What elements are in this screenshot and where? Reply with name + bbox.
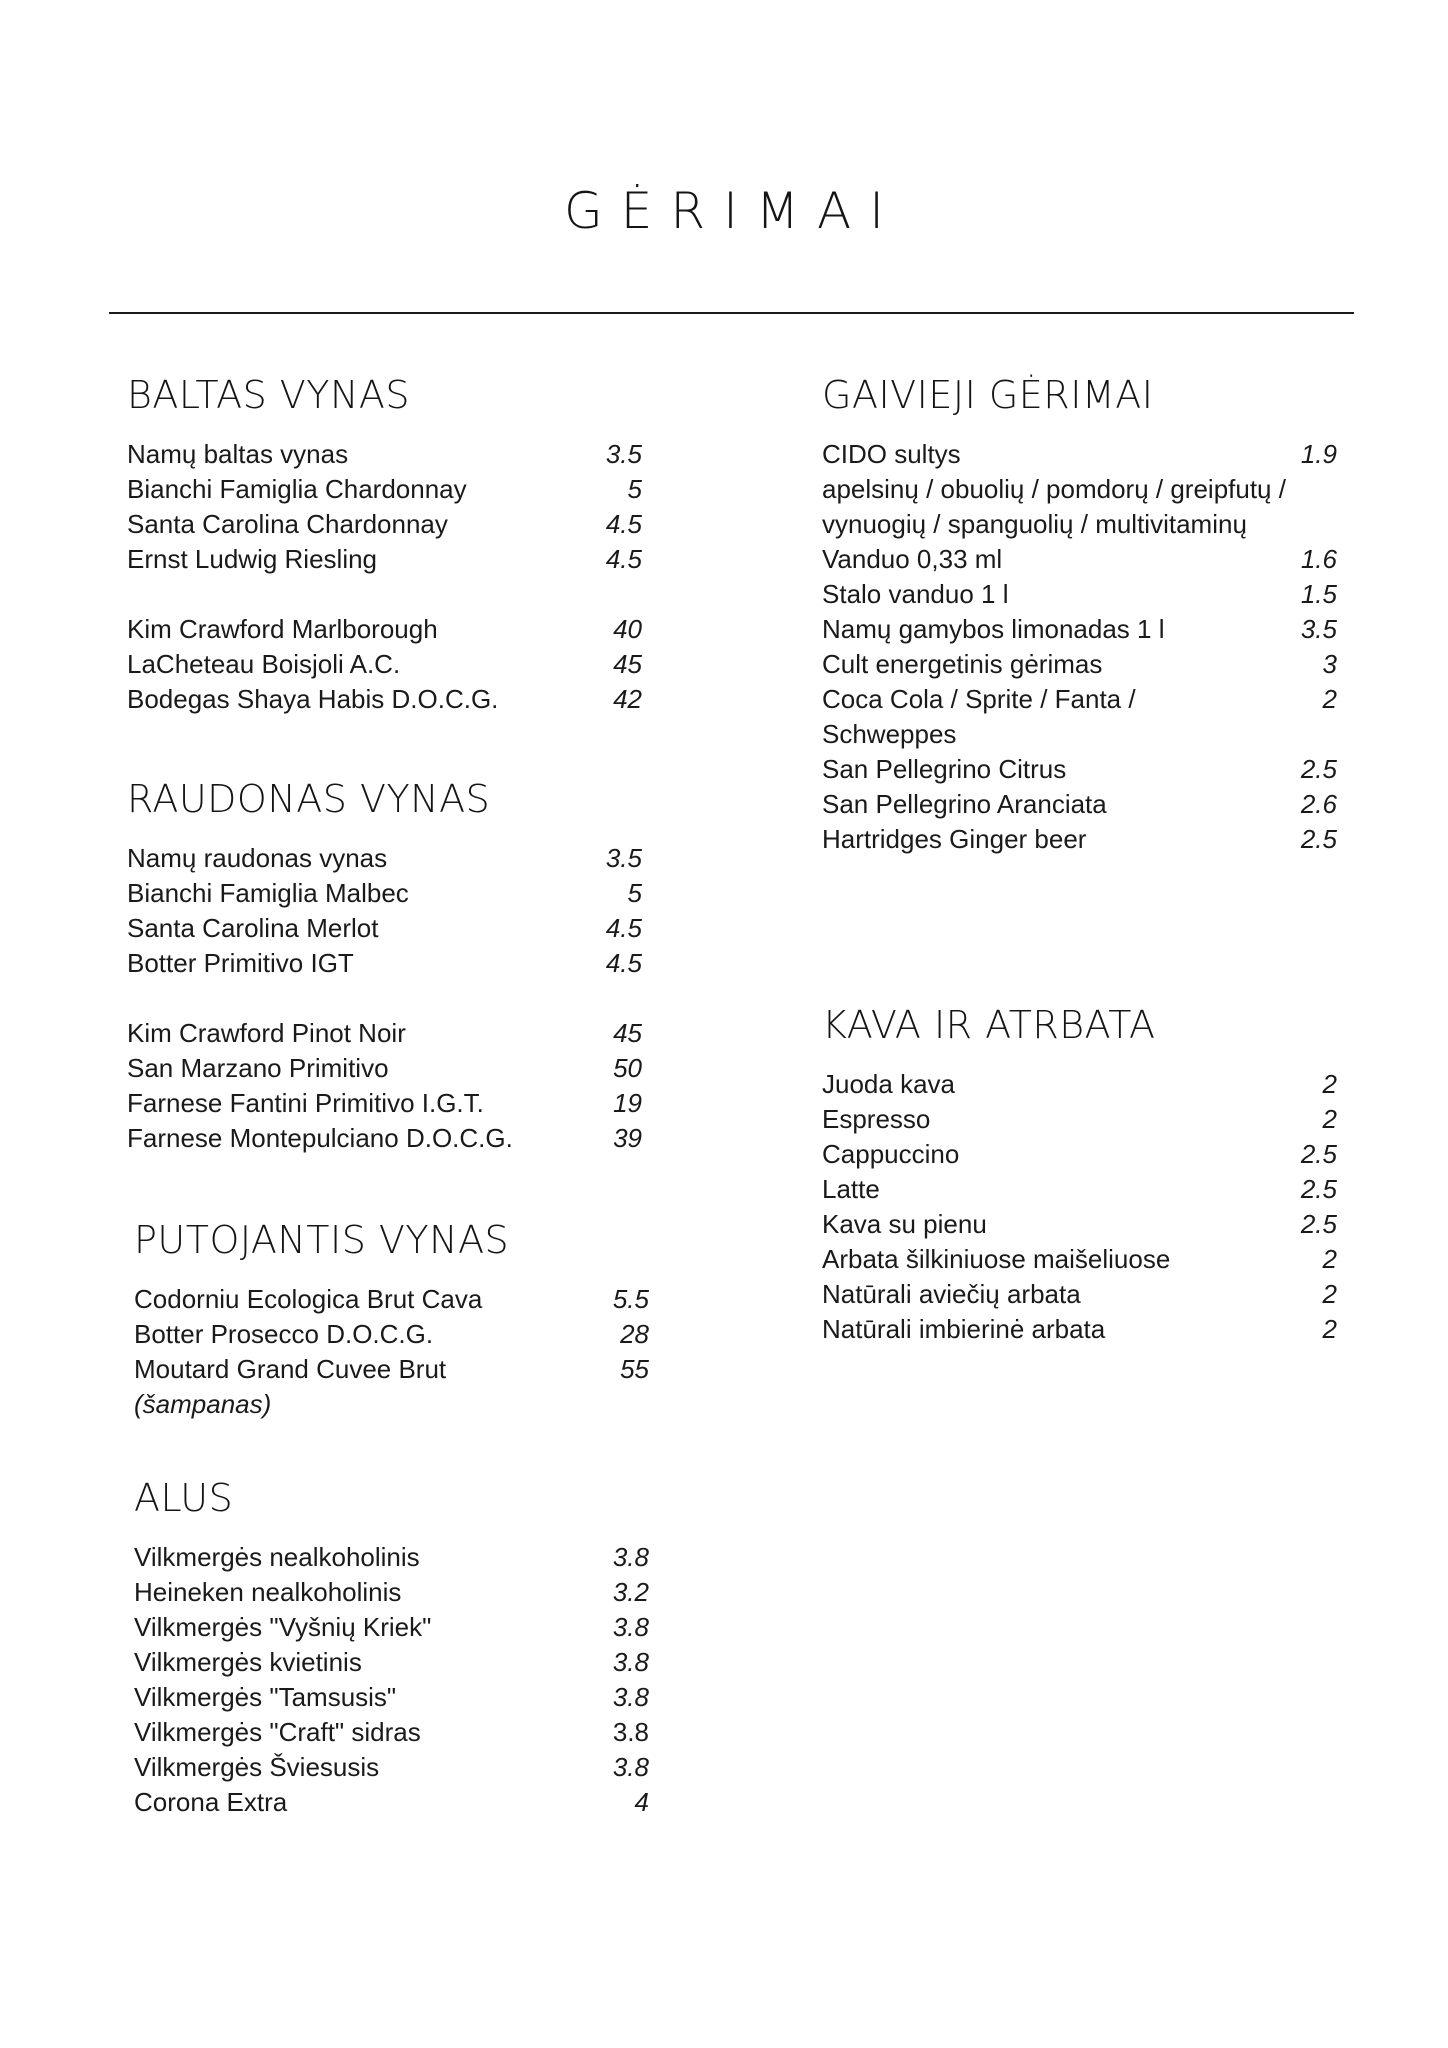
section-putojantis-vynas	[134, 1218, 649, 1422]
item-name: Namų raudonas vynas	[127, 843, 388, 873]
item-name: Namų baltas vynas	[127, 439, 349, 469]
menu-item	[822, 1242, 1337, 1277]
menu-item	[127, 437, 642, 472]
menu-item	[822, 682, 1337, 752]
section-baltas-vynas	[127, 373, 642, 717]
section-gaivieji-gerimai	[822, 373, 1337, 857]
item-price: 55	[620, 1354, 649, 1384]
item-price: 2	[1322, 1244, 1337, 1274]
item-price: 1.6	[1300, 544, 1337, 574]
item-price: 3.5	[605, 439, 642, 469]
item-name: Bianchi Famiglia Malbec	[127, 878, 409, 908]
item-name: Vilkmergės "Craft" sidras	[134, 1717, 421, 1747]
section-kava-ir-arbata	[822, 1003, 1337, 1347]
menu-item	[127, 542, 642, 577]
item-price: 2	[1322, 684, 1337, 714]
menu-item	[822, 1067, 1337, 1102]
item-note: (šampanas)	[134, 1389, 272, 1419]
item-name: LaCheteau Boisjoli A.C.	[127, 649, 401, 679]
item-price: 3.8	[612, 1542, 649, 1572]
menu-item	[822, 822, 1337, 857]
item-flavors: apelsinų / obuolių / pomdorų / greipfutų / vynuogių / spanguolių / multivitaminų	[822, 474, 1286, 539]
menu-item	[822, 1207, 1337, 1242]
menu-item	[134, 1680, 649, 1715]
item-price: 4.5	[605, 509, 642, 539]
menu-item	[134, 1785, 649, 1820]
item-price: 1.5	[1300, 579, 1337, 609]
item-price: 3.8	[612, 1612, 649, 1642]
menu-item	[134, 1352, 649, 1387]
menu-item	[822, 577, 1337, 612]
item-price: 45	[613, 1018, 642, 1048]
menu-item	[127, 876, 642, 911]
group-spacer	[127, 577, 642, 612]
item-price: 2	[1322, 1279, 1337, 1309]
menu-item	[127, 612, 642, 647]
item-name: Bodegas Shaya Habis D.O.C.G.	[127, 684, 499, 714]
item-name: San Pellegrino Aranciata	[822, 789, 1107, 819]
item-name: Cult energetinis gėrimas	[822, 649, 1103, 679]
item-name: Vilkmergės Šviesusis	[134, 1752, 380, 1782]
item-name: Farnese Montepulciano D.O.C.G.	[127, 1123, 513, 1153]
item-price: 2.5	[1300, 824, 1337, 854]
item-price: 45	[613, 649, 642, 679]
menu-item	[134, 1317, 649, 1352]
menu-item	[134, 1575, 649, 1610]
menu-item	[822, 437, 1337, 472]
item-name: Farnese Fantini Primitivo I.G.T.	[127, 1088, 484, 1118]
item-price: 3.2	[612, 1577, 649, 1607]
item-price: 3.8	[612, 1682, 649, 1712]
section-title: PUTOJANTIS VYNAS	[134, 1218, 510, 1262]
item-name: Espresso	[822, 1104, 931, 1134]
item-name: Vilkmergės kvietinis	[134, 1647, 362, 1677]
item-price: 5.5	[612, 1284, 649, 1314]
section-title: BALTAS VYNAS	[127, 373, 411, 417]
item-name: Santa Carolina Chardonnay	[127, 509, 448, 539]
item-name: Botter Primitivo IGT	[127, 948, 354, 978]
item-name: Bianchi Famiglia Chardonnay	[127, 474, 467, 504]
menu-item	[134, 1282, 649, 1317]
menu-item	[822, 542, 1337, 577]
menu-item	[127, 1051, 642, 1086]
menu-item	[127, 472, 642, 507]
item-name: Botter Prosecco D.O.C.G.	[134, 1319, 434, 1349]
item-price: 42	[613, 684, 642, 714]
item-name: Stalo vanduo 1 l	[822, 579, 1009, 609]
item-name: Hartridges Ginger beer	[822, 824, 1087, 854]
item-price: 1.9	[1300, 439, 1337, 469]
item-price: 2.5	[1300, 754, 1337, 784]
item-price: 3.5	[605, 843, 642, 873]
item-name: Kim Crawford Marlborough	[127, 614, 438, 644]
item-name: Natūrali imbierinė arbata	[822, 1314, 1106, 1344]
item-price: 50	[613, 1053, 642, 1083]
item-name: Vilkmergės nealkoholinis	[134, 1542, 420, 1572]
item-price: 5	[627, 878, 642, 908]
item-price: 2.5	[1300, 1139, 1337, 1169]
item-name: Santa Carolina Merlot	[127, 913, 379, 943]
menu-item-flavors	[822, 472, 1337, 542]
section-alus	[134, 1476, 649, 1820]
section-title: KAVA IR ATRBATA	[822, 1003, 1156, 1047]
item-name: Kim Crawford Pinot Noir	[127, 1018, 406, 1048]
item-price: 3.8	[612, 1717, 649, 1747]
item-price: 4.5	[605, 948, 642, 978]
item-name: Juoda kava	[822, 1069, 955, 1099]
menu-item	[127, 682, 642, 717]
item-price: 28	[620, 1319, 649, 1349]
item-price: 2	[1322, 1104, 1337, 1134]
item-price: 3.8	[612, 1647, 649, 1677]
menu-item	[127, 1016, 642, 1051]
section-title: RAUDONAS VYNAS	[127, 777, 491, 821]
menu-item	[822, 612, 1337, 647]
menu-item	[127, 841, 642, 876]
menu-item	[134, 1540, 649, 1575]
item-price: 3.8	[612, 1752, 649, 1782]
item-price: 4.5	[605, 544, 642, 574]
item-name: Vanduo 0,33 ml	[822, 544, 1003, 574]
menu-item	[134, 1645, 649, 1680]
item-price: 40	[613, 614, 642, 644]
item-name: Namų gamybos limonadas 1 l	[822, 614, 1165, 644]
title-divider	[109, 312, 1354, 314]
item-name: Ernst Ludwig Riesling	[127, 544, 378, 574]
item-name: Natūrali aviečių arbata	[822, 1279, 1081, 1309]
item-price: 4.5	[605, 913, 642, 943]
group-spacer	[127, 981, 642, 1016]
menu-item	[822, 1277, 1337, 1312]
menu-item	[127, 1121, 642, 1156]
menu-item	[822, 1172, 1337, 1207]
item-name: Kava su pienu	[822, 1209, 987, 1239]
item-price: 3.5	[1300, 614, 1337, 644]
item-price: 2.5	[1300, 1174, 1337, 1204]
menu-item	[822, 1102, 1337, 1137]
item-price: 2.6	[1300, 789, 1337, 819]
section-title: GAIVIEJI GĖRIMAI	[822, 373, 1154, 417]
item-price: 4	[634, 1787, 649, 1817]
item-name: Cappuccino	[822, 1139, 960, 1169]
menu-item	[822, 1312, 1337, 1347]
menu-item	[822, 787, 1337, 822]
item-price: 19	[613, 1088, 642, 1118]
menu-item	[127, 647, 642, 682]
item-name: Codorniu Ecologica Brut Cava	[134, 1284, 483, 1314]
page-title: GĖRIMAI	[564, 182, 902, 240]
item-name: Latte	[822, 1174, 880, 1204]
menu-item	[127, 911, 642, 946]
item-name: San Pellegrino Citrus	[822, 754, 1067, 784]
item-name: Moutard Grand Cuvee Brut	[134, 1354, 447, 1384]
menu-item	[822, 752, 1337, 787]
item-name: Heineken nealkoholinis	[134, 1577, 402, 1607]
item-name: Arbata šilkiniuose maišeliuose	[822, 1244, 1171, 1274]
menu-item	[127, 507, 642, 542]
section-title: ALUS	[134, 1476, 234, 1520]
item-price: 3	[1322, 649, 1337, 679]
menu-item	[127, 1086, 642, 1121]
item-price: 5	[627, 474, 642, 504]
item-name: Vilkmergės "Tamsusis"	[134, 1682, 397, 1712]
item-name: San Marzano Primitivo	[127, 1053, 389, 1083]
item-price: 39	[613, 1123, 642, 1153]
item-price: 2.5	[1300, 1209, 1337, 1239]
item-name: Vilkmergės "Vyšnių Kriek"	[134, 1612, 432, 1642]
item-price: 2	[1322, 1069, 1337, 1099]
menu-item	[127, 946, 642, 981]
item-price: 2	[1322, 1314, 1337, 1344]
menu-item	[822, 647, 1337, 682]
menu-item	[134, 1750, 649, 1785]
item-name: Corona Extra	[134, 1787, 288, 1817]
menu-item	[822, 1137, 1337, 1172]
menu-item	[134, 1610, 649, 1645]
item-name: Coca Cola / Sprite / Fanta / Schweppes	[822, 684, 1136, 749]
menu-item	[134, 1715, 649, 1750]
item-name: CIDO sultys	[822, 439, 961, 469]
section-raudonas-vynas	[127, 777, 642, 1156]
